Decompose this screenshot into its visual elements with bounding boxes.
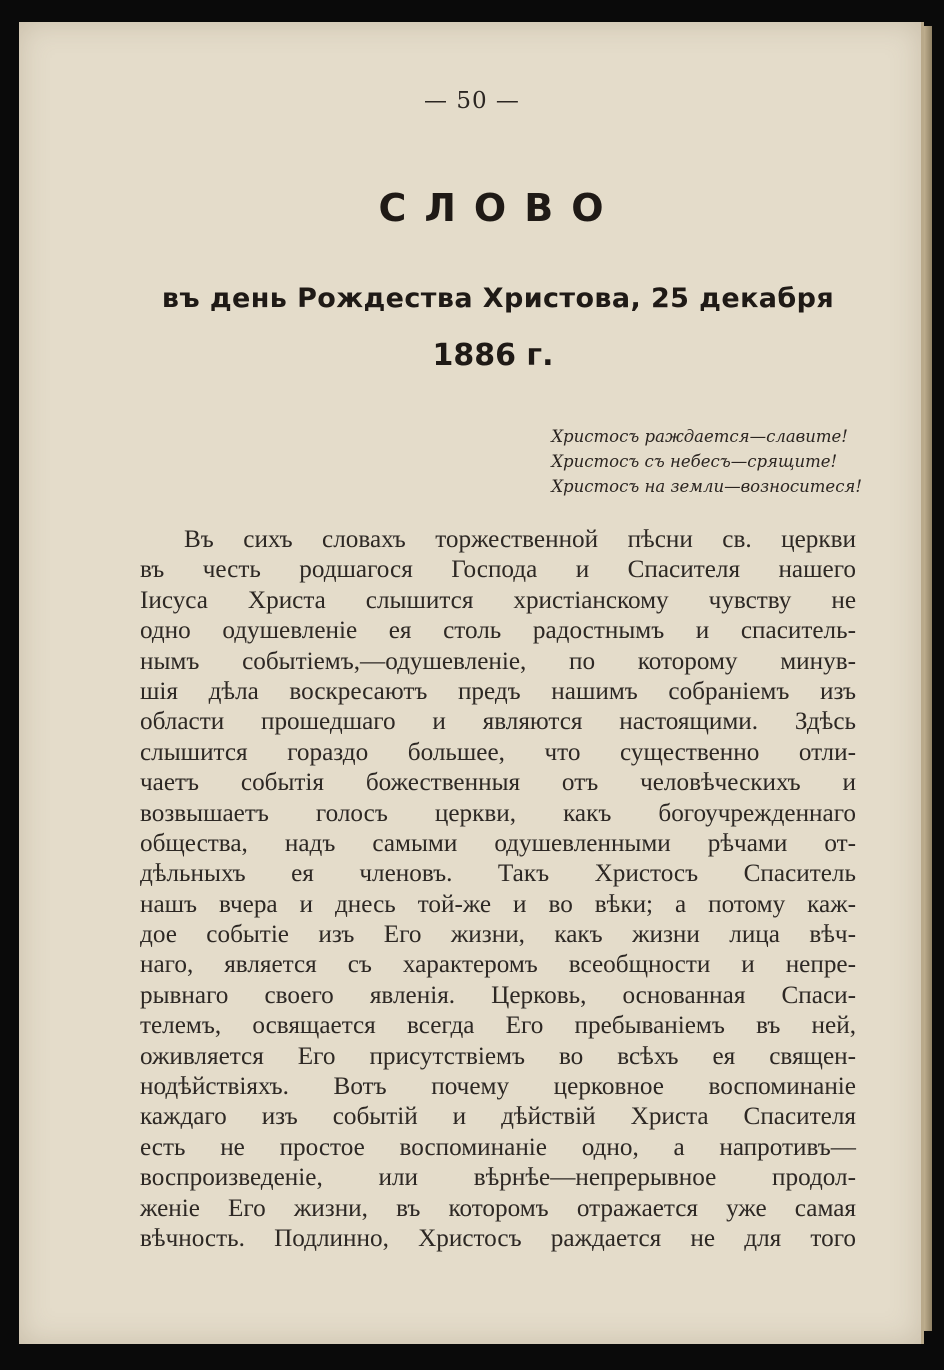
- body-line: чаетъ событія божественныя отъ человѣческихъ и: [140, 769, 856, 797]
- body-line: общества, надъ самыми одушевленными рѣчами от-: [140, 829, 856, 857]
- body-line: каждаго изъ событій и дѣйствій Христа Спасителя: [140, 1103, 856, 1131]
- body-line: оживляется Его присутствіемъ во всѣхъ ея священ-: [140, 1042, 856, 1070]
- body-line: рывнаго своего явленія. Церковь, основанная Спаси-: [140, 981, 856, 1009]
- body-line: нодѣйствіяхъ. Вотъ почему церковное воспоминаніе: [140, 1073, 856, 1101]
- body-line: телемъ, освящается всегда Его пребываніемъ въ ней,: [140, 1012, 856, 1040]
- body-line: возвышаетъ голосъ церкви, какъ богоучрежденнаго: [140, 799, 856, 827]
- sermon-subtitle-line-2: 1886 г.: [432, 338, 554, 373]
- body-line: нымъ событіемъ,—одушевленіе, по которому минув-: [140, 647, 856, 675]
- body-line: одно одушевленіе ея столь радостнымъ и спаситель-: [140, 617, 856, 645]
- body-line: дѣльныхъ ея членовъ. Такъ Христосъ Спаситель: [140, 860, 856, 888]
- body-line: области прошедшаго и являются настоящими. Здѣсь: [140, 708, 856, 736]
- epigraph-line: Христосъ на земли—возноситеся!: [551, 477, 862, 496]
- sermon-title: СЛОВО: [378, 186, 622, 230]
- sermon-subtitle-line-1: въ день Рождества Христова, 25 декабря: [161, 283, 835, 314]
- epigraph-line: Христосъ съ небесъ—срящите!: [551, 452, 838, 471]
- page-number: — 50 —: [424, 88, 520, 114]
- body-line: воспроизведеніе, или вѣрнѣе—непрерывное продол-: [140, 1164, 856, 1192]
- body-line: въ честь родшагося Господа и Спасителя нашего: [140, 556, 856, 584]
- body-line: слышится гораздо большее, что существенно отли-: [140, 738, 856, 766]
- body-line: наго, является съ характеромъ всеобщности и непре-: [140, 951, 856, 979]
- body-line: Іисуса Христа слышится христіанскому чувству не: [140, 586, 856, 614]
- body-line: нашъ вчера и днесь той-же и во вѣки; а потому каж-: [140, 890, 856, 918]
- body-line: женіе Его жизни, въ которомъ отражается уже самая: [140, 1194, 856, 1222]
- body-line: вѣчность. Подлинно, Христосъ раждается не для того: [140, 1224, 856, 1252]
- epigraph: [551, 424, 862, 499]
- body-line: шія дѣла воскресаютъ предъ нашимъ собраніемъ изъ: [140, 677, 856, 705]
- epigraph-line: Христосъ раждается—славите!: [551, 427, 848, 446]
- body-line: есть не простое воспоминаніе одно, а напротивъ—: [140, 1133, 856, 1161]
- sermon-body-text: [140, 525, 856, 1254]
- body-line: Въ сихъ словахъ торжественной пѣсни св. церкви: [184, 526, 856, 553]
- body-line: дое событіе изъ Его жизни, какъ жизни лица вѣч-: [140, 921, 856, 949]
